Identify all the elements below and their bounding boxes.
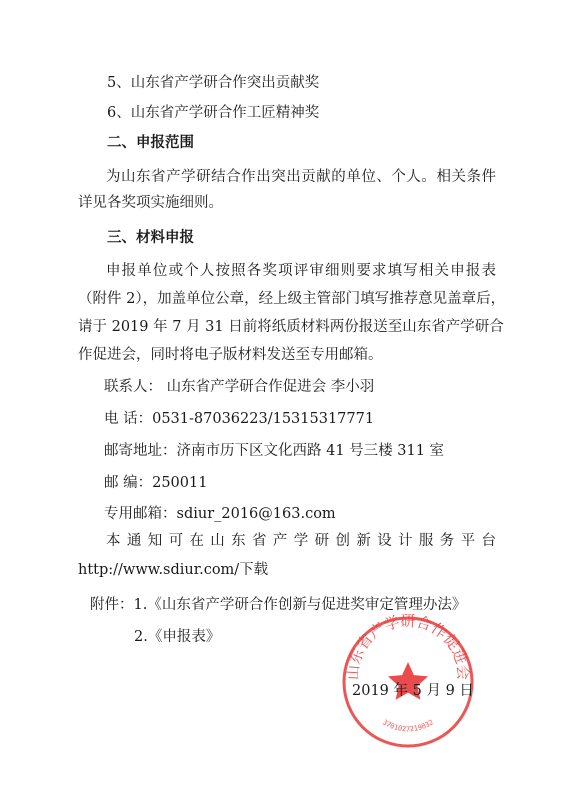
section-heading-materials: 三、材料申报 bbox=[107, 229, 194, 246]
contact-person: 联系人： 山东省产学研合作促进会 李小羽 bbox=[104, 379, 375, 395]
mailing-address: 邮寄地址：济南市历下区文化西路 41 号三楼 311 室 bbox=[104, 443, 445, 459]
notice-line1: 本通知可在山东省产学研创新设计服务平台 bbox=[106, 533, 496, 549]
paragraph-materials-line3: 请于 2019 年 7 月 31 日前将纸质材料两份报送至山东省产学研合 bbox=[78, 319, 504, 335]
seal-code-text: 3701027219832 bbox=[381, 718, 435, 734]
paragraph-materials-line2: （附件 2），加盖单位公章，经上级主管部门填写推荐意见盖章后， bbox=[78, 291, 506, 307]
contact-phone: 电 话：0531-87036223/15315317771 bbox=[104, 411, 375, 427]
postcode: 邮 编：250011 bbox=[104, 475, 208, 491]
issue-date: 2019 年 5 月 9 日 bbox=[352, 683, 474, 699]
paragraph-scope-line1: 为山东省产学研结合作出突出贡献的单位、个人。相关条件 bbox=[106, 169, 496, 185]
paragraph-materials-line1: 申报单位或个人按照各奖项评审细则要求填写相关申报表 bbox=[106, 263, 496, 279]
paragraph-materials-line4: 作促进会，同时将电子版材料发送至专用邮箱。 bbox=[78, 347, 383, 363]
section-heading-scope: 二、申报范围 bbox=[107, 134, 194, 151]
paragraph-scope-line2: 详见各奖项实施细则。 bbox=[78, 195, 223, 211]
attachment-1: 附件：1.《山东省产学研合作创新与促进奖审定管理办法》 bbox=[90, 597, 467, 613]
list-item-award-5: 5、山东省产学研合作突出贡献奖 bbox=[107, 75, 320, 91]
seal-name-text: 山东省产学研合作促进会 bbox=[343, 612, 473, 681]
download-link[interactable]: http://www.sdiur.com/下载 bbox=[78, 562, 269, 578]
email-address: 专用邮箱：sdiur_2016@163.com bbox=[104, 506, 336, 522]
attachment-2: 2.《申报表》 bbox=[134, 629, 221, 645]
list-item-award-6: 6、山东省产学研合作工匠精神奖 bbox=[107, 105, 320, 121]
